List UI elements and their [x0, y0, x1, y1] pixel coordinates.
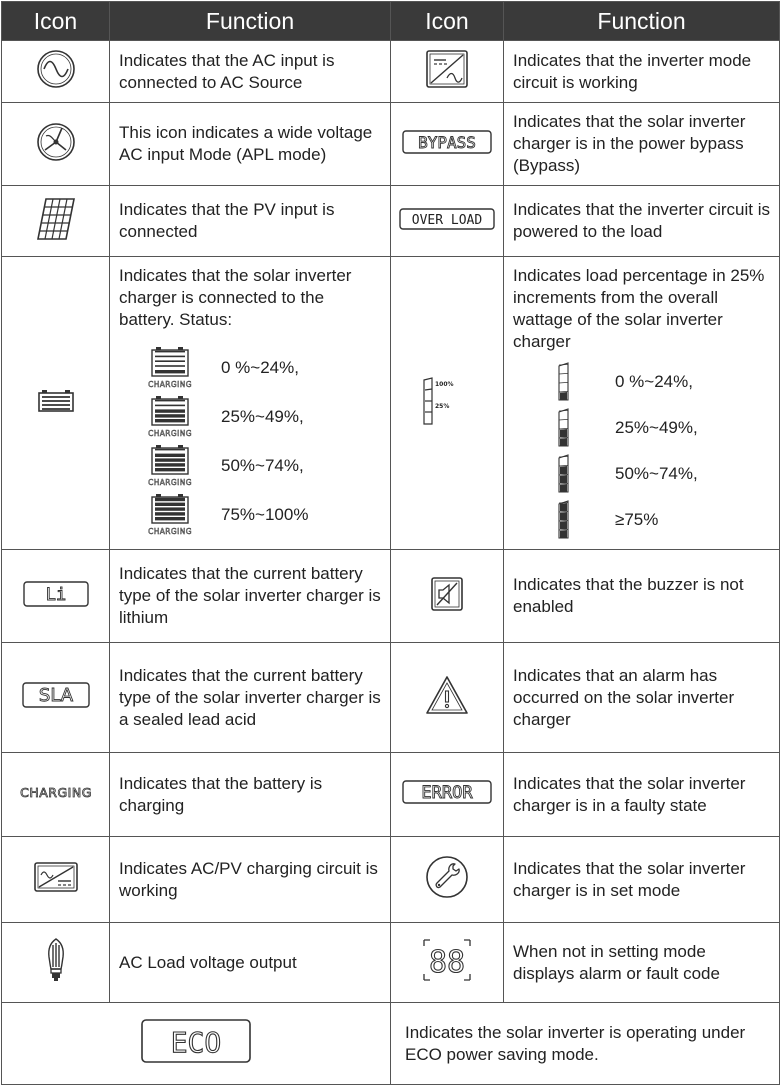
load-level-item: [513, 405, 771, 451]
segment-label: 88: [428, 945, 466, 980]
row-description: Indicates that the inverter circuit is powered to the load: [504, 186, 780, 257]
load-level-item: [513, 497, 771, 543]
ac-pv-charging-icon: [2, 837, 110, 923]
row-description: Indicates the solar inverter is operating under ECO power saving mode.: [391, 1003, 780, 1085]
bypass-label: BYPASS: [418, 132, 476, 152]
battery-level-item: [119, 343, 382, 392]
load-icon-label-25: 25%: [435, 402, 450, 410]
battery-level-item: [119, 392, 382, 441]
eco-icon: [2, 1003, 391, 1085]
load-bar-icon: [391, 257, 504, 550]
load-level-icon: [557, 362, 571, 402]
header-function-right: Function: [504, 2, 780, 41]
battery-level-range: 75%~100%: [221, 504, 309, 524]
battery-level-range: 50%~74%,: [221, 455, 304, 475]
load-status-cell: [504, 257, 780, 550]
row-description: When not in setting mode displays alarm or fault code: [504, 923, 780, 1003]
load-level-range: 50%~74%,: [615, 464, 698, 483]
row-description: Indicates AC/PV charging circuit is working: [110, 837, 391, 923]
battery-level-item: [119, 441, 382, 490]
segment-display-icon: [391, 923, 504, 1003]
battery-level-icon: [142, 346, 198, 390]
icon-function-table: [1, 1, 780, 1085]
row-description: Indicates that the solar inverter charger is in the power bypass (Bypass): [504, 103, 780, 186]
bypass-icon: [391, 103, 504, 186]
header-function-left: Function: [110, 2, 391, 41]
table-row: [2, 1003, 780, 1085]
wrench-icon: [391, 837, 504, 923]
ac-sine-icon: [2, 41, 110, 103]
row-description: AC Load voltage output: [110, 923, 391, 1003]
row-description: This icon indicates a wide voltage AC input Mode (APL mode): [110, 103, 391, 186]
table-row: [2, 186, 780, 257]
table-row: [2, 257, 780, 550]
battery-status-cell: [110, 257, 391, 550]
eco-label: ECO: [170, 1026, 222, 1059]
row-description: Indicates that the battery is charging: [110, 753, 391, 837]
battery-level-label: CHARGING: [148, 477, 192, 487]
lithium-label: Li: [45, 584, 66, 605]
load-level-icon: [557, 454, 571, 494]
load-level-icon: [557, 408, 571, 448]
row-description: Indicates that the buzzer is not enabled: [504, 550, 780, 643]
battery-level-icon: [142, 444, 198, 488]
warning-icon: [391, 643, 504, 753]
sla-label: SLA: [38, 685, 73, 706]
load-level-range: 0 %~24%,: [615, 372, 693, 391]
battery-level-label: CHARGING: [148, 379, 192, 389]
load-levels-list: [513, 359, 771, 543]
table-row: [2, 41, 780, 103]
lithium-icon: [2, 550, 110, 643]
row-description: Indicates that the AC input is connected to AC Source: [110, 41, 391, 103]
bulb-icon: [2, 923, 110, 1003]
battery-level-label: CHARGING: [148, 428, 192, 438]
charging-label: CHARGING: [19, 785, 92, 800]
wide-voltage-fan-icon: [2, 103, 110, 186]
header-icon-left: Icon: [2, 2, 110, 41]
table-row: [2, 923, 780, 1003]
row-description: Indicates that the current battery type of the solar inverter charger is lithium: [110, 550, 391, 643]
error-icon: [391, 753, 504, 837]
buzzer-muted-icon: [391, 550, 504, 643]
table-row: [2, 837, 780, 923]
load-level-range: 25%~49%,: [615, 418, 698, 437]
table-row: [2, 643, 780, 753]
row-description: Indicates load percentage in 25% increments from the overall wattage of the solar inverter charger: [513, 266, 765, 351]
battery-level-icon: [142, 395, 198, 439]
sla-icon: [2, 643, 110, 753]
row-description: Indicates that the inverter mode circuit is working: [504, 41, 780, 103]
load-level-range: ≥75%: [615, 510, 659, 529]
battery-level-item: [119, 490, 382, 539]
table-row: [2, 753, 780, 837]
table-row: [2, 550, 780, 643]
header-row: [2, 2, 780, 41]
load-icon-label-100: 100%: [435, 380, 454, 388]
row-description: Indicates that the current battery type of the solar inverter charger is a sealed lead acid: [110, 643, 391, 753]
battery-level-icon: [142, 493, 198, 537]
header-icon-right: Icon: [391, 2, 504, 41]
battery-levels-list: [119, 343, 382, 539]
row-description: Indicates that the solar inverter charger is in set mode: [504, 837, 780, 923]
row-description: Indicates that the solar inverter charger is in a faulty state: [504, 753, 780, 837]
battery-level-range: 25%~49%,: [221, 406, 304, 426]
pv-panel-icon: [2, 186, 110, 257]
error-label: ERROR: [421, 783, 473, 803]
row-description: Indicates that the PV input is connected: [110, 186, 391, 257]
inverter-mode-icon: [391, 41, 504, 103]
load-level-icon: [557, 500, 571, 540]
row-description: Indicates that an alarm has occurred on the solar inverter charger: [504, 643, 780, 753]
charging-icon: [2, 753, 110, 837]
table-row: [2, 103, 780, 186]
overload-icon: [391, 186, 504, 257]
overload-label: OVER LOAD: [411, 212, 483, 228]
load-level-item: [513, 451, 771, 497]
battery-level-range: 0 %~24%,: [221, 357, 299, 377]
battery-icon: [2, 257, 110, 550]
row-description: Indicates that the solar inverter charger is connected to the battery. Status:: [119, 266, 352, 329]
battery-level-label: CHARGING: [148, 526, 192, 536]
load-level-item: [513, 359, 771, 405]
